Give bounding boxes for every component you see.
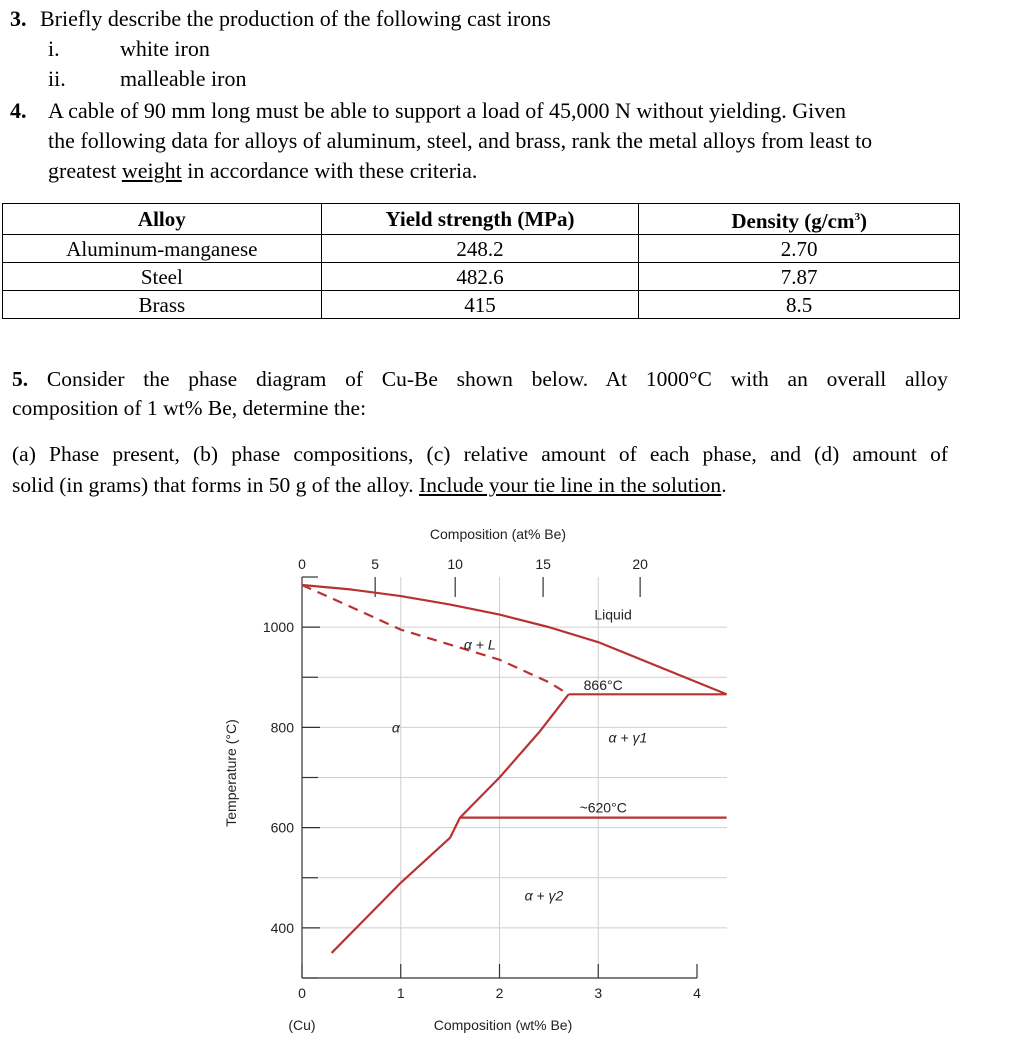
list-marker: i. xyxy=(48,36,60,61)
column-header: Density $(g/cm^3)$ xyxy=(639,204,960,235)
table-cell: 7.87 xyxy=(639,263,960,291)
phase-boundary xyxy=(302,585,727,694)
top-axis-title: Composition (at% Be) xyxy=(429,526,567,542)
y-tick-label: 600 xyxy=(270,819,294,836)
y-tick-label: 1000 xyxy=(262,619,294,636)
region-label: α + L xyxy=(463,636,496,653)
phase-boundary xyxy=(332,694,569,953)
phase-diagram xyxy=(0,515,1009,1063)
column-header: Yield strength (MPa) xyxy=(321,204,639,235)
alloy-table xyxy=(2,203,960,319)
underlined-text: Include your tie line in the solution xyxy=(419,473,722,497)
region-label: α xyxy=(391,719,400,736)
table-cell: 8.5 xyxy=(639,291,960,319)
region-label: ~620°C xyxy=(579,799,627,816)
top-tick-label: 15 xyxy=(535,556,551,572)
question-5-line: (a) Phase present, (b) phase compositions, (c) relative amount of each phase, and (d) amount of xyxy=(12,442,948,466)
x-origin-label: (Cu) xyxy=(288,1017,316,1033)
question-text: Briefly describe the production of the following cast irons xyxy=(40,6,551,31)
x-tick-label: 1 xyxy=(396,985,405,1001)
list-item xyxy=(48,64,66,94)
x-tick-label: 0 xyxy=(298,985,306,1001)
region-label: Liquid xyxy=(594,606,632,623)
phase-curves xyxy=(302,585,727,953)
question-text-line: the following data for alloys of aluminum, steel, and brass, rank the metal alloys from least to xyxy=(48,128,873,153)
region-label: α + γ2 xyxy=(524,887,564,904)
list-item-text: white iron xyxy=(120,36,210,61)
table-cell: 2.70 xyxy=(639,235,960,263)
table-cell: 482.6 xyxy=(321,263,639,291)
list-item xyxy=(48,34,60,64)
table-cell: Brass xyxy=(3,291,322,319)
underlined-word: weight xyxy=(121,158,182,183)
region-label: α + γ1 xyxy=(608,729,648,746)
y-axis-title: Temperature (°C) xyxy=(223,719,239,827)
top-tick-label: 5 xyxy=(371,556,380,572)
plot-labels xyxy=(223,526,701,1033)
region-label: 866°C xyxy=(583,676,623,693)
question-number: 4. xyxy=(10,98,27,123)
column-header: Alloy xyxy=(3,204,322,235)
question-text-line: greatest weight in accordance with these criteria. xyxy=(48,158,478,183)
question-number: 3. xyxy=(10,6,27,31)
table-row xyxy=(3,235,960,263)
table-cell: 415 xyxy=(321,291,639,319)
top-tick-label: 10 xyxy=(447,556,463,572)
table-cell: Steel xyxy=(3,263,322,291)
top-tick-label: 0 xyxy=(298,556,306,572)
table-header-row xyxy=(3,204,960,235)
list-item-text: malleable iron xyxy=(120,66,247,91)
y-tick-label: 800 xyxy=(270,719,294,736)
question-5-line: composition of 1 wt% Be, determine the: xyxy=(12,396,367,420)
table-row xyxy=(3,291,960,319)
x-tick-label: 3 xyxy=(594,985,603,1001)
question-5-line: solid (in grams) that forms in 50 g of the alloy. Include your tie line in the solution. xyxy=(12,473,727,497)
x-axis-title: Composition (wt% Be) xyxy=(433,1017,573,1033)
x-tick-label: 2 xyxy=(495,985,504,1001)
question-text-line: A cable of 90 mm long must be able to support a load of 45,000 N without yielding. Given xyxy=(48,98,846,123)
question-3 xyxy=(10,4,551,34)
top-tick-label: 20 xyxy=(632,556,648,572)
question-number: 5. xyxy=(12,367,29,391)
table-row xyxy=(3,263,960,291)
table-cell: 248.2 xyxy=(321,235,639,263)
list-marker: ii. xyxy=(48,66,66,91)
y-tick-label: 400 xyxy=(270,919,294,936)
question-5-line: 5. Consider the phase diagram of Cu-Be shown below. At 1000°C with an overall alloy xyxy=(12,367,949,391)
table-cell: Aluminum-manganese xyxy=(3,235,322,263)
x-tick-label: 4 xyxy=(693,985,701,1001)
